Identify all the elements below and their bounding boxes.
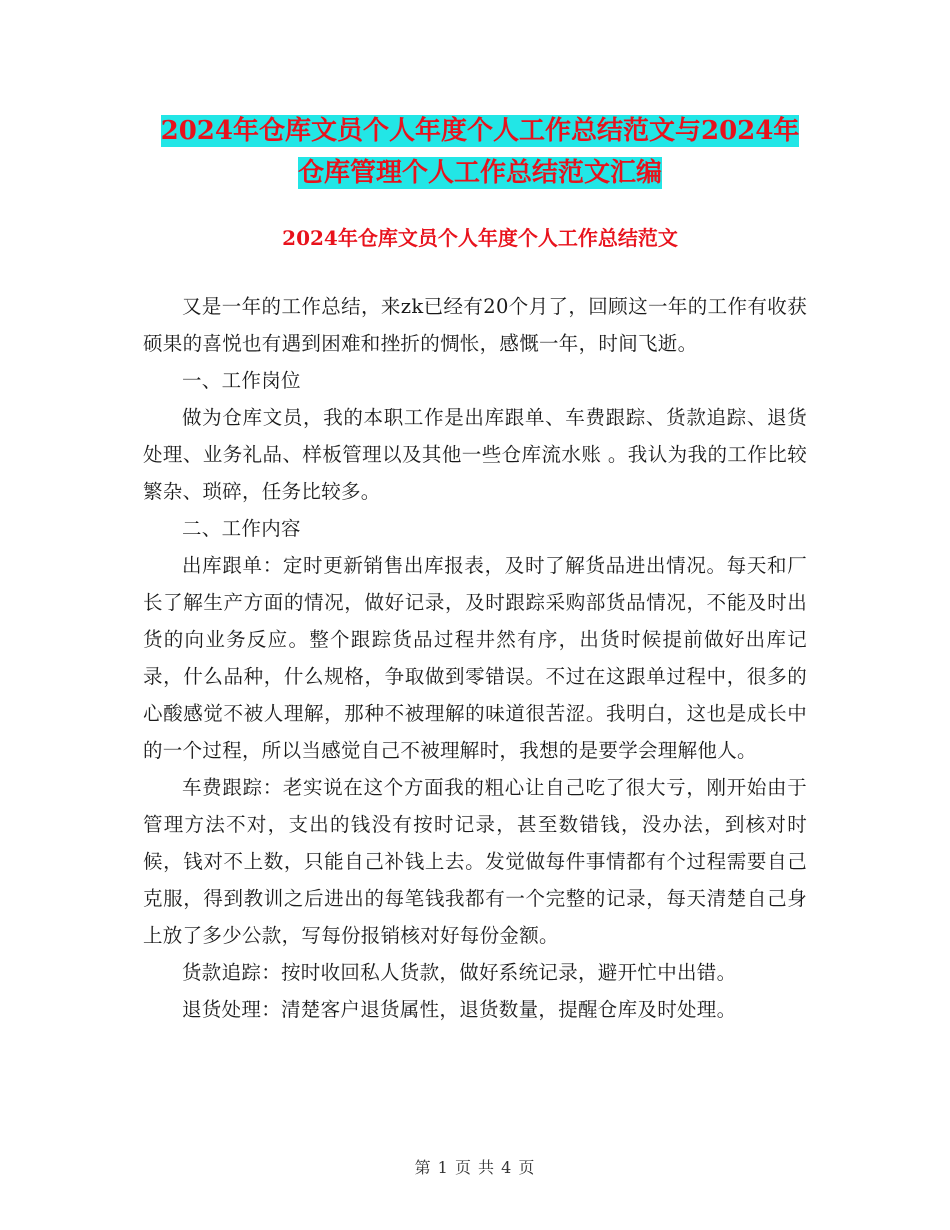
paragraph: 出库跟单：定时更新销售出库报表，及时了解货品进出情况。每天和厂长了解生产方面的情况，做好记录，及时跟踪采购部货品情况，不能及时出货的向业务反应。整个跟踪货品过程井然有序，出货时候提前做好出库记录，什么品种，什么规格，争取做到零错误。不过在这跟单过程中，很多的心酸感觉不被人理解，那种不被理解的味道很苦涩。我明白，这也是成长中的一个过程，所以当感觉自己不被理解时，我想的是要学会理解他人。 [143, 554, 807, 762]
document-body [143, 288, 807, 1028]
paragraph: 货款追踪：按时收回私人货款，做好系统记录，避开忙中出错。 [182, 961, 737, 984]
paragraph: 又是一年的工作总结，来zk已经有20个月了，回顾这一年的工作有收获硕果的喜悦也有遇到困难和挫折的惆怅，感慨一年，时间飞逝。 [143, 295, 807, 355]
section-heading: 一、工作岗位 [182, 369, 301, 392]
paragraph: 车费跟踪：老实说在这个方面我的粗心让自己吃了很大亏，刚开始由于管理方法不对，支出的钱没有按时记录，甚至数错钱，没办法，到核对时候，钱对不上数，只能自己补钱上去。发觉做每件事情都有个过程需要自己克服，得到教训之后进出的每笔钱我都有一个完整的记录，每天清楚自己身上放了多少公款，写每份报销核对好每份金额。 [143, 776, 807, 947]
document-title [140, 110, 820, 194]
section-title: 2024年仓库文员个人年度个人工作总结范文 [282, 226, 678, 250]
page-footer: 第 1 页 共 4 页 [414, 1158, 536, 1177]
paragraph: 退货处理：清楚客户退货属性，退货数量，提醒仓库及时处理。 [182, 998, 737, 1021]
section-heading: 二、工作内容 [182, 517, 301, 540]
title-line-1: 2024年仓库文员个人年度个人工作总结范文与2024年 [160, 116, 800, 146]
paragraph: 做为仓库文员，我的本职工作是出库跟单、车费跟踪、货款追踪、退货处理、业务礼品、样板管理以及其他一些仓库流水账 。我认为我的工作比较繁杂、琐碎，任务比较多。 [143, 406, 807, 503]
title-line-2: 仓库管理个人工作总结范文汇编 [297, 158, 662, 188]
